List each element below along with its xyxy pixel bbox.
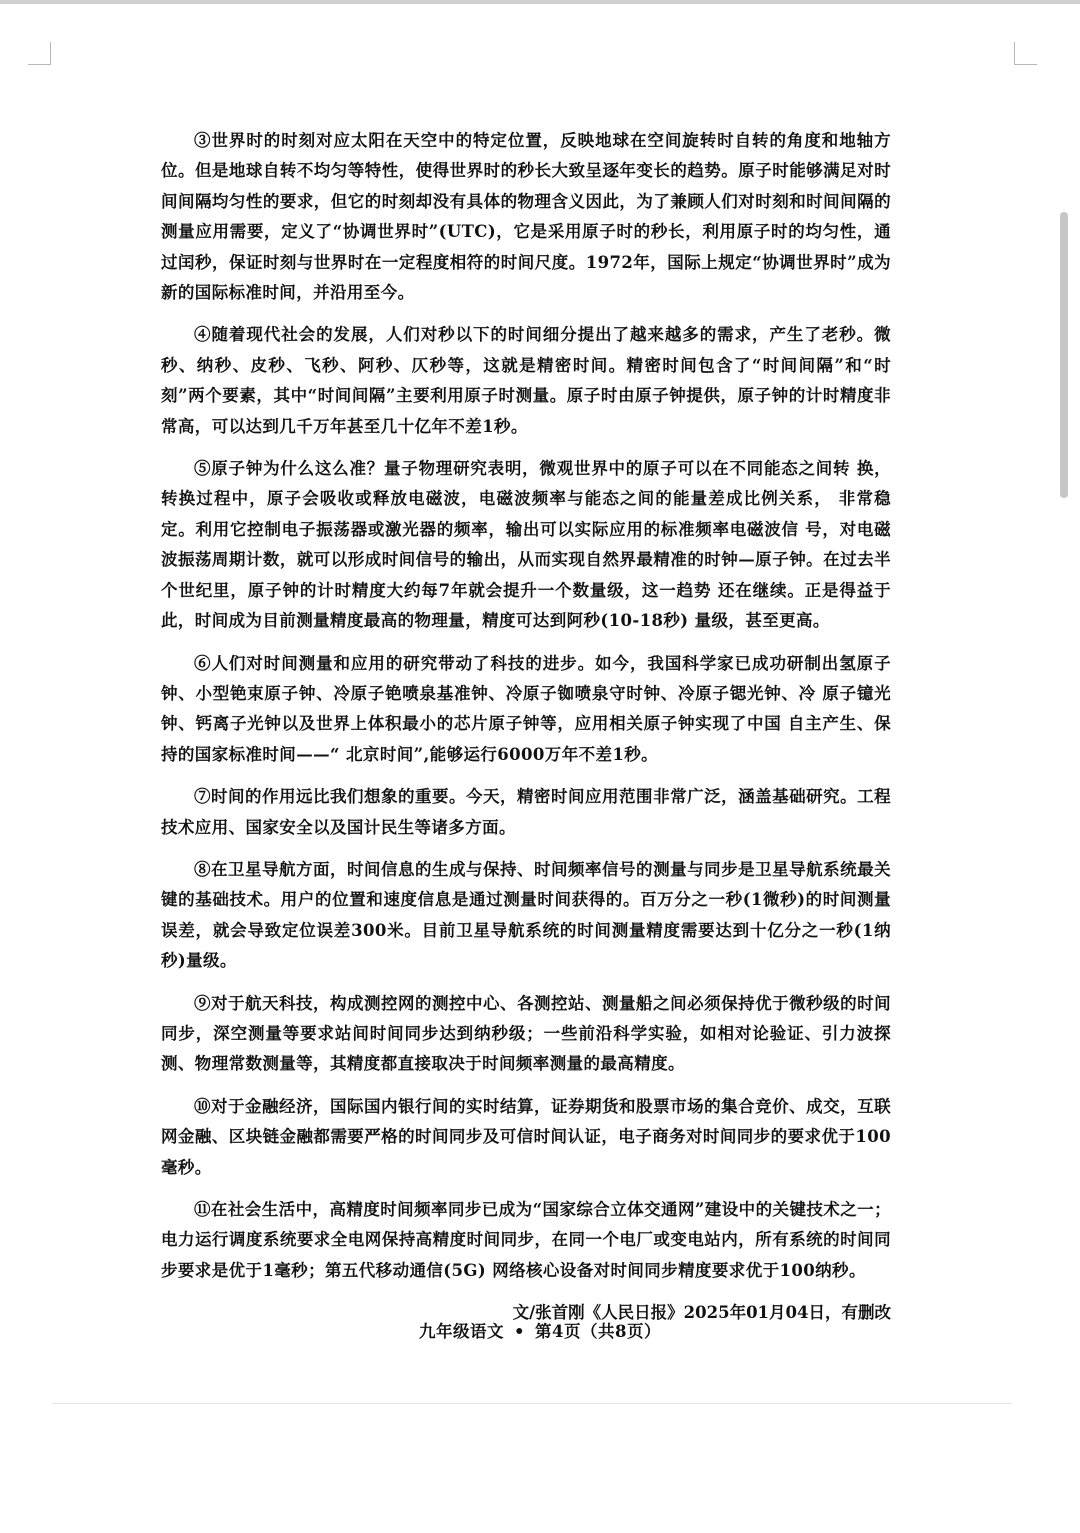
paragraph-5: ⑤原子钟为什么这么准？量子物理研究表明，微观世界中的原子可以在不同能态之间转 换，转换过程中，原子会吸收或释放电磁波，电磁波频率与能态之间的能量差成比例关系， 非常稳定。利用它控制电子振荡器或激光器的频率，输出可以实际应用的标准频率电磁波信 号，对电磁波振荡周期计数，就可以形成时间信号的输出，从而实现自然界最精准的时钟—原子钟。在过去半个世纪里，原子钟的计时精度大约每7年就会提升一个数量级，这一趋势 还在继续。正是得益于此，时间成为目前测量精度最高的物理量，精度可达到阿秒(10-18秒) 量级，甚至更高。 <box>161 459 891 631</box>
paragraph-4: ④随着现代社会的发展，人们对秒以下的时间细分提出了越来越多的需求，产生了老秒。微秒、纳秒、皮秒、飞秒、阿秒、仄秒等，这就是精密时间。精密时间包含了“时间间隔”和“时刻”两个要素，其中“时间间隔”主要利用原子时测量。原子时由原子钟提供，原子钟的计时精度非常高，可以达到几千万年甚至几十亿年不差1秒。 <box>161 325 891 436</box>
article-source: 文/张首刚《人民日报》2025年01月04日，有删改 <box>512 1303 891 1323</box>
page-footer <box>0 1318 1080 1342</box>
footer-separator: • <box>513 1322 526 1341</box>
footer-page-number: 第4页（共8页） <box>535 1322 661 1341</box>
paragraph-11: ⑪在社会生活中，高精度时间频率同步已成为“国家综合立体交通网”建设中的关键技术之一；电力运行调度系统要求全电网保持高精度时间同步，在同一个电厂或变电站内，所有系统的时间同步要求是优于1毫秒；第五代移动通信(5G) 网络核心设备对时间同步精度要求优于100纳秒。 <box>161 1200 891 1280</box>
paragraph-3: ③世界时的时刻对应太阳在天空中的特定位置，反映地球在空间旋转时自转的角度和地轴方位。但是地球自转不均匀等特性，使得世界时的秒长大致呈逐年变长的趋势。原子时能够满足对时间间隔均匀性的要求，但它的时刻却没有具体的物理含义因此，为了兼顾人们对时刻和时间间隔的测量应用需要，定义了“协调世界时”(UTC)，它是采用原子时的秒长，利用原子时的均匀性，通过闰秒，保证时刻与世界时在一定程度相符的时间尺度。1972年，国际上规定“协调世界时”成为新的国际标准时间，并沿用至今。 <box>161 131 891 303</box>
page-corner-mark-right <box>1014 42 1037 65</box>
paragraph-8: ⑧在卫星导航方面，时间信息的生成与保持、时间频率信号的测量与同步是卫星导航系统最关键的基础技术。用户的位置和速度信息是通过测量时间获得的。百万分之一秒(1微秒)的时间测量误差，就会导致定位误差300米。目前卫星导航系统的时间测量精度需要达到十亿分之一秒(1纳秒)量级。 <box>161 859 891 971</box>
paragraph-7: ⑦时间的作用远比我们想象的重要。今天，精密时间应用范围非常广泛，涵盖基础研究。工程技术应用、国家安全以及国计民生等诸多方面。 <box>161 787 891 837</box>
footer-subject: 九年级语文 <box>418 1322 504 1341</box>
paragraph-10: ⑩对于金融经济，国际国内银行间的实时结算，证券期货和股票市场的集合竞价、成交，互联网金融、区块链金融都需要严格的时间同步及可信时间认证，电子商务对时间同步的要求优于100毫秒。 <box>161 1096 891 1177</box>
page-divider <box>52 1403 1012 1404</box>
vertical-scrollbar[interactable] <box>1060 212 1068 498</box>
paragraph-6: ⑥人们对时间测量和应用的研究带动了科技的进步。如今，我国科学家已成功研制出氢原子钟、小型铯束原子钟、冷原子铯喷泉基准钟、冷原子铷喷泉守时钟、冷原子锶光钟、冷 原子镱光钟、钙离子光钟以及世界上体积最小的芯片原子钟等，应用相关原子钟实现了中国 自主产生、保持的国家标准时间——“ 北京时间”,能够运行6000万年不差1秒。 <box>161 653 891 764</box>
paragraph-9: ⑨对于航天科技，构成测控网的测控中心、各测控站、测量船之间必须保持优于微秒级的时间同步，深空测量等要求站间时间同步达到纳秒级；一些前沿科学实验，如相对论验证、引力波探测、物理常数测量等，其精度都直接取决于时间频率测量的最高精度。 <box>161 993 891 1074</box>
page-corner-mark-left <box>28 42 51 65</box>
document-body <box>161 126 891 1328</box>
viewer-top-edge <box>0 0 1080 4</box>
